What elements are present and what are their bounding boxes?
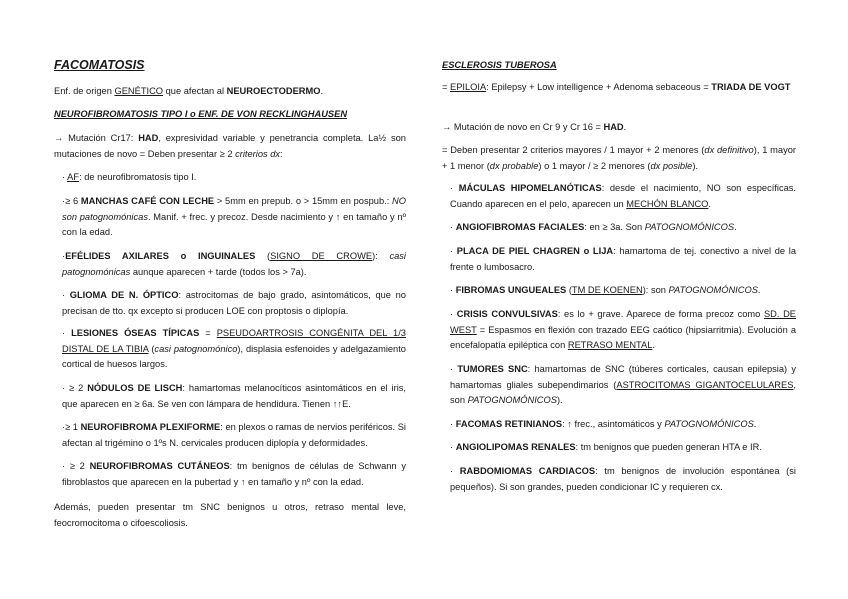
mutation-paragraph: → Mutación de novo en Cr 9 y Cr 16 = HAD. — [442, 122, 627, 132]
criterion-glioma: · GLIOMA DE N. ÓPTICO: astrocitomas de bajo grado, asintomáticos, que no precisan de tto. qx excepto si producen LOE con proptosis o diplopía. — [62, 290, 406, 316]
criterion-oseas: · LESIONES ÓSEAS TÍPICAS = PSEUDOARTROSIS CONGÉNITA DEL 1/3 DISTAL DE LA TIBIA (casi patognomónico), displasia esfenoides y adelgazamiento cortical de huesos largos. — [62, 328, 406, 370]
additional-findings: Además, pueden presentar tm SNC benignos u otros, retraso mental leve, feocromocitoma o cifoescoliosis. — [54, 502, 406, 528]
criterion-angiolipomas: · ANGIOLIPOMAS RENALES: tm benignos que pueden generan HTA e IR. — [450, 442, 762, 452]
criterion-crisis: · CRISIS CONVULSIVAS: es lo + grave. Aparece de forma precoz como SD. DE WEST = Espasmos en flexión con trazado EEG caótico (hipsiarritmia). Evolución a encefalopatía epiléptica con RETRASO MENTAL. — [450, 309, 797, 351]
section-heading-nf1: NEUROFIBROMATOSIS TIPO I o ENF. DE VON RECKLINGHAUSEN — [54, 109, 348, 119]
criterion-manchas: ·≥ 6 MANCHAS CAFÉ CON LECHE > 5mm en prepub. o > 15mm en pospub.: NO son patognomónicas. Manif. + frec. y precoz. Desde nacimiento y ↑ en tamaño y nº con la edad. — [62, 196, 406, 238]
criterion-facomas: · FACOMAS RETINIANOS: ↑ frec., asintomáticos y PATOGNOMÓNICOS. — [450, 419, 757, 429]
intro-paragraph: Enf. de origen GENÉTICO que afectan al NEUROECTODERMO. — [54, 86, 324, 96]
epiloia-paragraph: = EPILOIA: Epilepsy + Low intelligence + Adenoma sebaceous = TRIADA DE VOGT — [442, 82, 791, 92]
criterion-lisch: · ≥ 2 NÓDULOS DE LISCH: hamartomas melanocíticos asintomáticos en el iris, que aparecen en ≥ 6a. Se ven con lámpara de hendidura. Tienen ↑↑E. — [62, 383, 406, 409]
criterion-af: · AF: de neurofibromatosis tipo I. — [62, 172, 197, 182]
criterion-angiofibromas: · ANGIOFIBROMAS FACIALES: en ≥ 3a. Son PATOGNOMÓNICOS. — [450, 222, 737, 232]
criteria-paragraph: = Deben presentar 2 criterios mayores / 1 mayor + 2 menores (dx definitivo), 1 mayor + 1 menor (dx probable) o 1 mayor / ≥ 2 menores (dx posible). — [442, 145, 796, 171]
criterion-efelides: ·EFÉLIDES AXILARES o INGUINALES (SIGNO DE CROWE): casi patognomónicas aunque aparecen + tarde (todos los > 7a). — [62, 251, 406, 277]
criterion-tumores: · TUMORES SNC: hamartomas de SNC (túberes corticales, causan epilepsia) y hamartomas gliales subependimarios (ASTROCITOMAS GIGANTOCELULARES, son PATOGNOMÓNICOS). — [450, 364, 797, 406]
criterion-ungueales: · FIBROMAS UNGUEALES (TM DE KOENEN): son PATOGNOMÓNICOS. — [450, 285, 761, 295]
page-title: FACOMATOSIS — [54, 58, 145, 72]
criterion-maculas: · MÁCULAS HIPOMELANÓTICAS: desde el nacimiento, NO son específicas. Cuando aparecen en el pelo, aparecen un MECHÓN BLANCO. — [450, 183, 796, 209]
section-heading-esclerosis: ESCLEROSIS TUBEROSA — [442, 60, 557, 70]
criterion-plexiforme: ·≥ 1 NEUROFIBROMA PLEXIFORME: en plexos o ramas de nervios periféricos. Si afectan al trigémino o 1ºs N. cervicales producen diplopía y deformidades. — [62, 422, 406, 448]
criterion-rabdomiomas: · RABDOMIOMAS CARDIACOS: tm benignos de involución espontánea (si pequeños). Si son grandes, pueden condicionar IC y requieren cx. — [450, 466, 796, 492]
criterion-placa: · PLACA DE PIEL CHAGREN o LIJA: hamartoma de tej. conectivo a nivel de la frente o lumbosacro. — [450, 246, 796, 272]
criterion-cutaneos: · ≥ 2 NEUROFIBROMAS CUTÁNEOS: tm benignos de células de Schwann y fibroblastos que aparecen en la pubertad y ↑ en tamaño y nº con la edad. — [62, 461, 406, 487]
nf1-mutation-paragraph: → Mutación Cr17: HAD, expresividad variable y penetrancia completa. La½ son mutaciones de novo = Deben presentar ≥ 2 criterios dx: — [54, 133, 406, 159]
